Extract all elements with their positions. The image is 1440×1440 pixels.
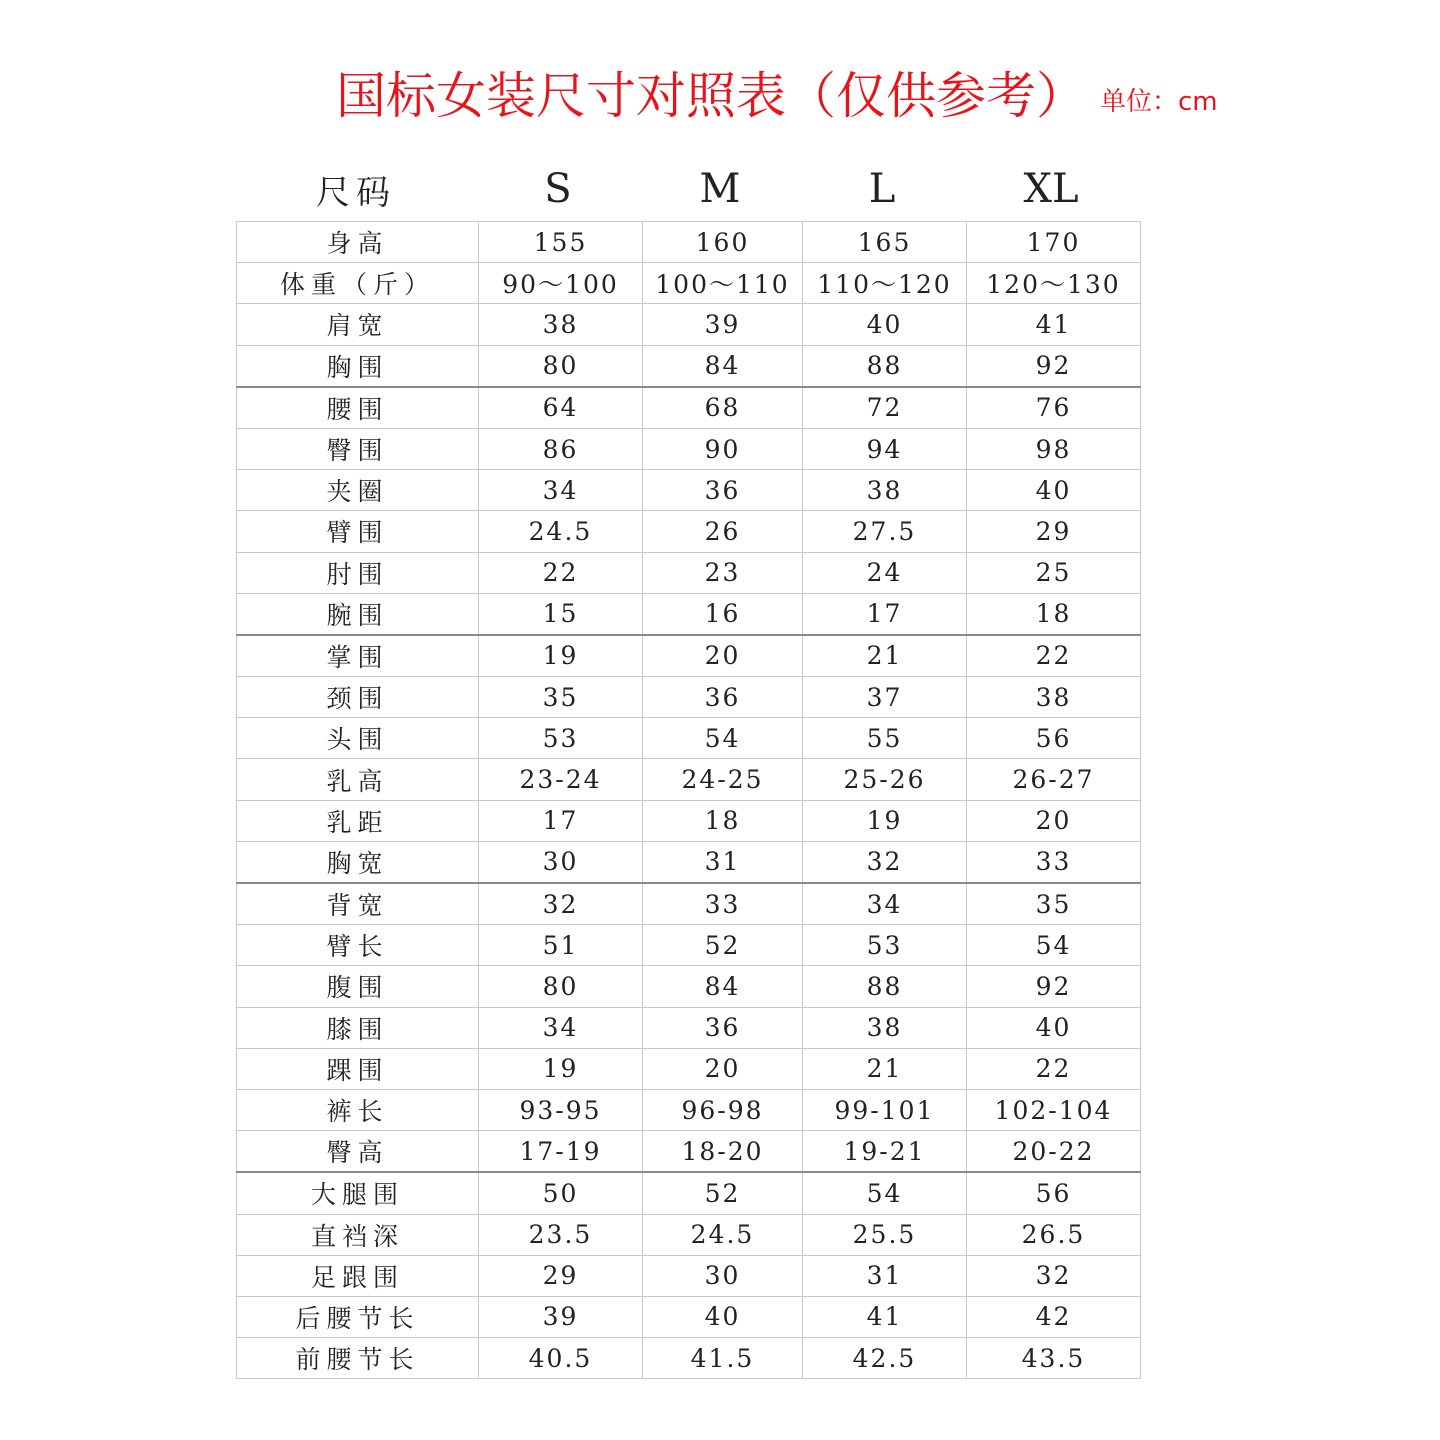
size-value: 92 xyxy=(967,345,1141,387)
size-table xyxy=(236,221,1141,1379)
size-value: 30 xyxy=(643,1255,803,1296)
row-label: 踝围 xyxy=(237,1048,479,1089)
size-value: 41 xyxy=(803,1296,967,1337)
size-value: 20-22 xyxy=(967,1131,1141,1173)
table-row xyxy=(237,1131,1141,1173)
size-value: 110～120 xyxy=(803,263,967,304)
size-value: 39 xyxy=(643,304,803,345)
size-value: 120～130 xyxy=(967,263,1141,304)
size-value: 24.5 xyxy=(479,511,643,552)
row-label: 腕围 xyxy=(237,593,479,635)
row-label: 肘围 xyxy=(237,552,479,593)
size-value: 99-101 xyxy=(803,1089,967,1130)
table-row xyxy=(237,1255,1141,1296)
size-value: 86 xyxy=(479,428,643,469)
size-value: 16 xyxy=(643,593,803,635)
table-header xyxy=(236,160,1140,218)
size-value: 88 xyxy=(803,966,967,1007)
size-value: 33 xyxy=(967,841,1141,883)
size-value: 40.5 xyxy=(479,1338,643,1379)
size-value: 155 xyxy=(479,222,643,263)
size-value: 160 xyxy=(643,222,803,263)
size-value: 38 xyxy=(803,1007,967,1048)
size-value: 43.5 xyxy=(967,1338,1141,1379)
size-value: 22 xyxy=(967,635,1141,677)
size-value: 26 xyxy=(643,511,803,552)
row-label: 臂围 xyxy=(237,511,479,552)
size-value: 165 xyxy=(803,222,967,263)
size-value: 32 xyxy=(803,841,967,883)
size-value: 35 xyxy=(479,677,643,718)
table-row xyxy=(237,883,1141,925)
size-value: 17 xyxy=(479,800,643,841)
size-value: 55 xyxy=(803,718,967,759)
size-value: 94 xyxy=(803,428,967,469)
row-label: 胸围 xyxy=(237,345,479,387)
row-label: 颈围 xyxy=(237,677,479,718)
size-value: 36 xyxy=(643,470,803,511)
table-row xyxy=(237,966,1141,1007)
size-value: 40 xyxy=(967,1007,1141,1048)
size-value: 38 xyxy=(479,304,643,345)
row-label: 直裆深 xyxy=(237,1214,479,1255)
size-value: 19 xyxy=(479,635,643,677)
size-value: 17 xyxy=(803,593,967,635)
size-value: 36 xyxy=(643,677,803,718)
size-value: 29 xyxy=(967,511,1141,552)
size-value: 42 xyxy=(967,1296,1141,1337)
table-row xyxy=(237,511,1141,552)
table-row xyxy=(237,841,1141,883)
row-label: 乳高 xyxy=(237,759,479,800)
size-value: 32 xyxy=(967,1255,1141,1296)
row-label: 掌围 xyxy=(237,635,479,677)
header-size-s: S xyxy=(544,166,572,212)
size-value: 17-19 xyxy=(479,1131,643,1173)
size-value: 100～110 xyxy=(643,263,803,304)
size-value: 19 xyxy=(803,800,967,841)
size-value: 20 xyxy=(643,635,803,677)
size-value: 30 xyxy=(479,841,643,883)
table-row xyxy=(237,1007,1141,1048)
row-label: 膝围 xyxy=(237,1007,479,1048)
size-value: 52 xyxy=(643,1172,803,1214)
size-value: 18 xyxy=(967,593,1141,635)
size-value: 25-26 xyxy=(803,759,967,800)
table-row xyxy=(237,593,1141,635)
row-label: 夹圈 xyxy=(237,470,479,511)
table-row xyxy=(237,222,1141,263)
table-row xyxy=(237,263,1141,304)
size-value: 90 xyxy=(643,428,803,469)
row-label: 腰围 xyxy=(237,387,479,429)
table-row xyxy=(237,1172,1141,1214)
size-value: 23.5 xyxy=(479,1214,643,1255)
table-row xyxy=(237,1048,1141,1089)
size-value: 72 xyxy=(803,387,967,429)
size-value: 51 xyxy=(479,925,643,966)
size-value: 29 xyxy=(479,1255,643,1296)
page-title: 国标女装尺寸对照表（仅供参考） xyxy=(336,67,1086,125)
size-value: 53 xyxy=(479,718,643,759)
size-value: 96-98 xyxy=(643,1089,803,1130)
table-row xyxy=(237,387,1141,429)
size-value: 18-20 xyxy=(643,1131,803,1173)
table-row xyxy=(237,635,1141,677)
size-value: 34 xyxy=(803,883,967,925)
row-label: 腹围 xyxy=(237,966,479,1007)
size-value: 56 xyxy=(967,718,1141,759)
size-value: 80 xyxy=(479,345,643,387)
size-value: 40 xyxy=(803,304,967,345)
row-label: 大腿围 xyxy=(237,1172,479,1214)
size-value: 38 xyxy=(803,470,967,511)
table-row xyxy=(237,345,1141,387)
size-value: 15 xyxy=(479,593,643,635)
row-label: 臀围 xyxy=(237,428,479,469)
row-label: 裤长 xyxy=(237,1089,479,1130)
size-value: 37 xyxy=(803,677,967,718)
row-label: 胸宽 xyxy=(237,841,479,883)
table-row xyxy=(237,925,1141,966)
row-label: 足跟围 xyxy=(237,1255,479,1296)
table-row xyxy=(237,1089,1141,1130)
size-value: 24 xyxy=(803,552,967,593)
size-value: 33 xyxy=(643,883,803,925)
header-size-label: 尺码 xyxy=(316,172,396,213)
table-row xyxy=(237,677,1141,718)
size-value: 170 xyxy=(967,222,1141,263)
size-value: 93-95 xyxy=(479,1089,643,1130)
header-size-m: M xyxy=(699,166,741,212)
size-value: 40 xyxy=(967,470,1141,511)
size-value: 36 xyxy=(643,1007,803,1048)
row-label: 肩宽 xyxy=(237,304,479,345)
unit-label: 单位：cm xyxy=(1100,87,1218,117)
size-value: 18 xyxy=(643,800,803,841)
table-row xyxy=(237,1214,1141,1255)
size-value: 68 xyxy=(643,387,803,429)
size-value: 26.5 xyxy=(967,1214,1141,1255)
size-value: 84 xyxy=(643,345,803,387)
size-value: 25 xyxy=(967,552,1141,593)
table-row xyxy=(237,304,1141,345)
size-value: 22 xyxy=(479,552,643,593)
size-value: 25.5 xyxy=(803,1214,967,1255)
size-value: 90～100 xyxy=(479,263,643,304)
size-value: 34 xyxy=(479,1007,643,1048)
size-value: 27.5 xyxy=(803,511,967,552)
row-label: 体重（斤） xyxy=(237,263,479,304)
size-value: 41.5 xyxy=(643,1338,803,1379)
size-value: 53 xyxy=(803,925,967,966)
size-value: 54 xyxy=(643,718,803,759)
size-value: 84 xyxy=(643,966,803,1007)
size-value: 21 xyxy=(803,1048,967,1089)
size-value: 23-24 xyxy=(479,759,643,800)
table-row xyxy=(237,428,1141,469)
size-value: 31 xyxy=(643,841,803,883)
size-value: 50 xyxy=(479,1172,643,1214)
header-size-l: L xyxy=(868,166,896,212)
size-value: 34 xyxy=(479,470,643,511)
size-value: 31 xyxy=(803,1255,967,1296)
size-value: 19 xyxy=(479,1048,643,1089)
table-row xyxy=(237,759,1141,800)
size-table-body xyxy=(237,222,1141,1379)
row-label: 臀高 xyxy=(237,1131,479,1173)
size-value: 76 xyxy=(967,387,1141,429)
size-value: 41 xyxy=(967,304,1141,345)
size-value: 32 xyxy=(479,883,643,925)
size-value: 19-21 xyxy=(803,1131,967,1173)
row-label: 身高 xyxy=(237,222,479,263)
header-size-xl: XL xyxy=(1023,166,1079,212)
size-value: 20 xyxy=(643,1048,803,1089)
size-value: 52 xyxy=(643,925,803,966)
size-value: 102-104 xyxy=(967,1089,1141,1130)
table-row xyxy=(237,552,1141,593)
table-row xyxy=(237,718,1141,759)
size-value: 38 xyxy=(967,677,1141,718)
size-value: 98 xyxy=(967,428,1141,469)
size-value: 40 xyxy=(643,1296,803,1337)
size-value: 88 xyxy=(803,345,967,387)
size-value: 26-27 xyxy=(967,759,1141,800)
size-value: 64 xyxy=(479,387,643,429)
row-label: 乳距 xyxy=(237,800,479,841)
row-label: 背宽 xyxy=(237,883,479,925)
row-label: 后腰节长 xyxy=(237,1296,479,1337)
size-value: 24.5 xyxy=(643,1214,803,1255)
size-value: 20 xyxy=(967,800,1141,841)
row-label: 臂长 xyxy=(237,925,479,966)
row-label: 前腰节长 xyxy=(237,1338,479,1379)
table-row xyxy=(237,1296,1141,1337)
size-value: 24-25 xyxy=(643,759,803,800)
row-label: 头围 xyxy=(237,718,479,759)
size-value: 56 xyxy=(967,1172,1141,1214)
table-row xyxy=(237,470,1141,511)
table-row xyxy=(237,1338,1141,1379)
size-value: 54 xyxy=(967,925,1141,966)
size-value: 80 xyxy=(479,966,643,1007)
size-value: 23 xyxy=(643,552,803,593)
size-value: 42.5 xyxy=(803,1338,967,1379)
size-value: 39 xyxy=(479,1296,643,1337)
size-value: 92 xyxy=(967,966,1141,1007)
size-value: 21 xyxy=(803,635,967,677)
size-value: 35 xyxy=(967,883,1141,925)
size-value: 54 xyxy=(803,1172,967,1214)
size-value: 22 xyxy=(967,1048,1141,1089)
table-row xyxy=(237,800,1141,841)
